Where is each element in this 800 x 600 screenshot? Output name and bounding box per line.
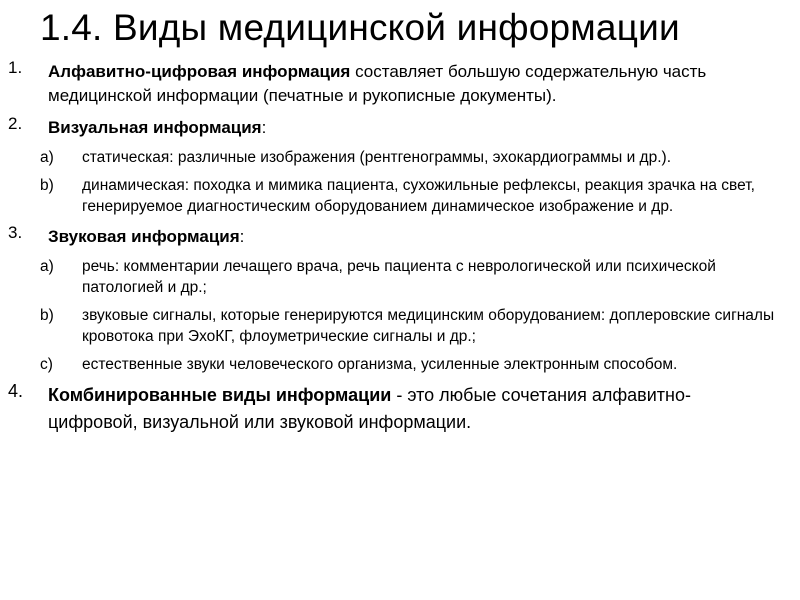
sub-item-letter: c) bbox=[40, 355, 53, 373]
sub-item-text: речь: комментарии лечащего врача, речь пациента с неврологической или психической патологией и др.; bbox=[82, 257, 716, 296]
sub-item-text: естественные звуки человеческого организма, усиленные электронным способом. bbox=[82, 355, 678, 373]
sub-item-3c bbox=[0, 351, 800, 379]
list-item-3 bbox=[0, 221, 800, 253]
slide-title: 1.4. Виды медицинской информации bbox=[40, 7, 680, 48]
item-heading: Алфавитно-цифровая информация bbox=[48, 62, 351, 81]
list-item-4 bbox=[0, 378, 800, 440]
item-body: : bbox=[239, 226, 245, 246]
sub-item-text: статическая: различные изображения (рентгенограммы, эхокардиограммы и др.). bbox=[82, 149, 671, 166]
item-number: 4. bbox=[8, 381, 24, 401]
sub-item-letter: b) bbox=[40, 176, 54, 194]
item-body: - это любые сочетания алфавитно-цифровой, визуальной или звуковой информации. bbox=[48, 385, 691, 432]
item-body: : bbox=[261, 118, 267, 137]
sub-item-letter: a) bbox=[40, 149, 54, 166]
item-heading: Звуковая информация bbox=[48, 226, 240, 246]
item-heading: Визуальная информация bbox=[48, 118, 262, 137]
item-text bbox=[48, 382, 768, 436]
sub-item-2a bbox=[0, 144, 800, 172]
sub-item-letter: a) bbox=[40, 257, 54, 275]
sub-item-text: динамическая: походка и мимика пациента, сухожильные рефлексы, реакция зрачка на свет, генерируемое диагностическим оборудованием динамическое изображение и др. bbox=[82, 176, 755, 215]
list-item-1 bbox=[0, 56, 800, 112]
list-item-2 bbox=[0, 112, 800, 144]
item-text bbox=[48, 116, 768, 140]
item-text bbox=[48, 60, 768, 108]
item-number: 3. bbox=[8, 222, 23, 242]
content-list bbox=[0, 56, 800, 440]
sub-item-text: звуковые сигналы, которые генерируются медицинским оборудованием: доплеровские сигналы кровотока при ЭхоКГ, флоуметрические сигналы и др.; bbox=[82, 306, 775, 345]
sub-item-2b bbox=[0, 172, 800, 221]
item-number: 2. bbox=[8, 114, 23, 133]
item-number: 1. bbox=[8, 58, 23, 77]
sub-item-letter: b) bbox=[40, 306, 54, 324]
sub-item-3b bbox=[0, 302, 800, 351]
sub-item-3a bbox=[0, 253, 800, 302]
item-heading: Комбинированные виды информации bbox=[48, 385, 392, 405]
item-text bbox=[48, 225, 768, 249]
item-body: составляет большую содержательную часть медицинской информации (печатные и рукописные документы). bbox=[48, 62, 707, 105]
